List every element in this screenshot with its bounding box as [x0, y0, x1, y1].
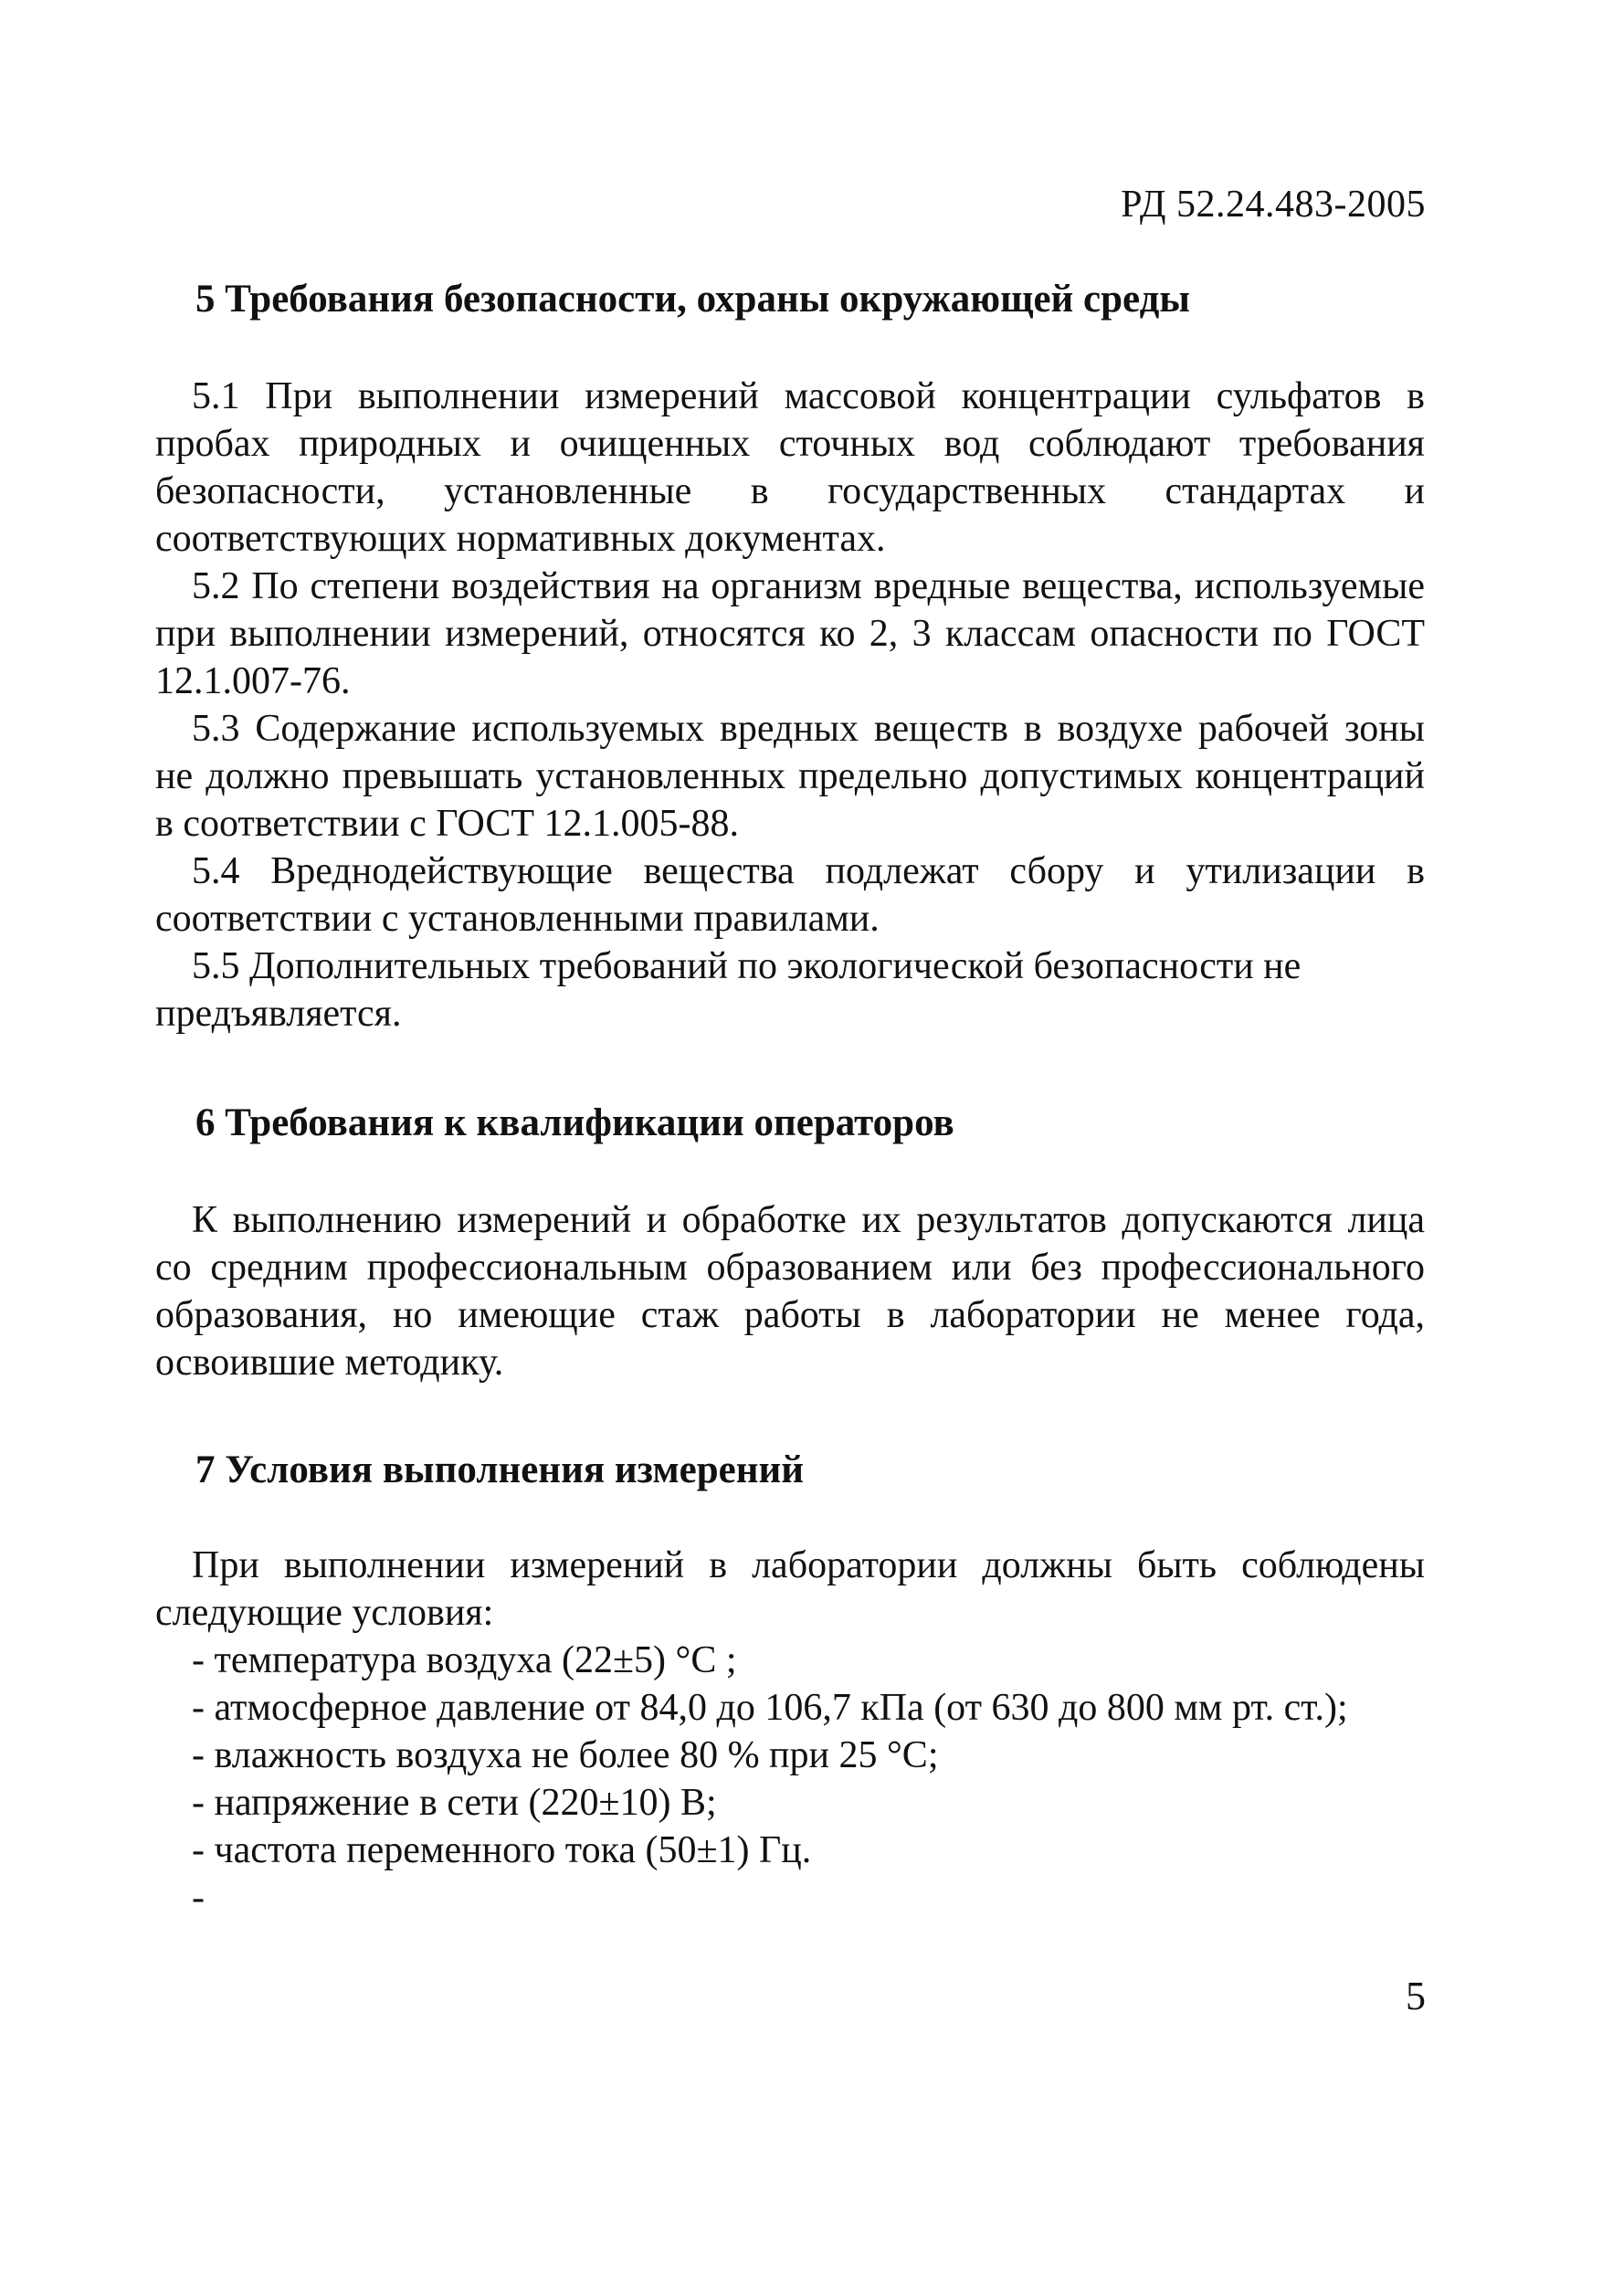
condition-voltage: - напряжение в сети (220±10) В; [192, 1782, 717, 1824]
paragraph-7-intro: При выполнении измерений в лаборатории должны быть соблюдены следующие условия: [155, 1544, 1425, 1634]
section-6-title: 6 Требования к квалификации операторов [195, 1101, 954, 1144]
paragraph-5-4: 5.4 Вреднодействующие вещества подлежат сбору и утилизации в соответствии с установленными правилами. [155, 850, 1425, 940]
paragraph-5-2: 5.2 По степени воздействия на организм вредные вещества, используемые при выполнении измерений, относятся ко 2, 3 классам опасности по ГОСТ 12.1.007-76. [155, 565, 1425, 702]
document-code: РД 52.24.483-2005 [1121, 184, 1426, 226]
paragraph-6: К выполнению измерений и обработке их результатов допускаются лица со средним профессиональным образованием или без профессионального образования, но имеющие стаж работы в лаборатории не менее года, освоившие методику. [155, 1199, 1425, 1384]
page-content [155, 274, 1425, 1922]
paragraph-5-1: 5.1 При выполнении измерений массовой концентрации сульфатов в пробах природных и очищенных сточных вод соблюдают требования безопасности, установленные в государственных стандартах и соответствующих нормативных документах. [155, 375, 1425, 560]
condition-empty: - [192, 1877, 205, 1919]
page-number: 5 [1406, 1974, 1426, 2018]
condition-temperature: - температура воздуха (22±5) °С ; [192, 1639, 737, 1681]
section-5-title: 5 Требования безопасности, охраны окружающей среды [195, 278, 1190, 321]
condition-humidity: - влажность воздуха не более 80 % при 25 °С; [192, 1734, 939, 1776]
condition-frequency: - частота переменного тока (50±1) Гц. [192, 1829, 812, 1871]
paragraph-5-5: 5.5 Дополнительных требований по экологической безопасности не предъявляется. [155, 945, 1302, 1035]
condition-pressure: - атмосферное давление от 84,0 до 106,7 кПа (от 630 до 800 мм рт. ст.); [192, 1687, 1348, 1729]
paragraph-5-3: 5.3 Содержание используемых вредных веществ в воздухе рабочей зоны не должно превышать установленных предельно допустимых концентраций в соответствии с ГОСТ 12.1.005-88. [155, 708, 1425, 845]
section-7-title: 7 Условия выполнения измерений [195, 1448, 805, 1491]
conditions-list [155, 1637, 1425, 1922]
